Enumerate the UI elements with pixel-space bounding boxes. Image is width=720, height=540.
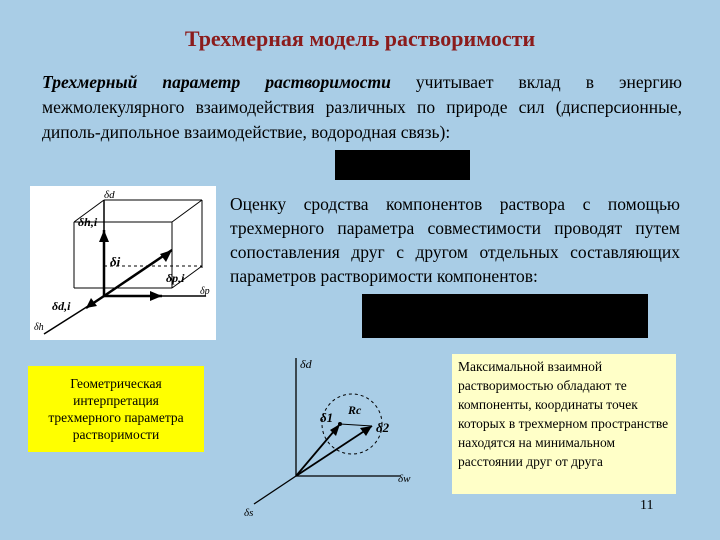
comparison-paragraph: Оценку сродства компонентов раствора с помощью трехмерного параметра совместимости проводят путем сопоставления друг с другом отдельных составляющих параметров растворимости компонентов: <box>230 194 680 286</box>
label-delta-p: δp <box>200 286 210 297</box>
label2-delta-s: δs <box>244 507 254 519</box>
caption-line-4: растворимости <box>72 427 160 442</box>
axes-diagram <box>236 350 450 520</box>
label2-delta-w: δw <box>398 473 411 485</box>
label-delta-i: δi <box>110 254 121 269</box>
cube-diagram <box>30 186 216 340</box>
label-delta-h: δh <box>34 322 44 333</box>
label-delta-d: δd <box>104 189 115 201</box>
label2-r-c: Rc <box>348 403 362 417</box>
caption-line-3: трехмерного параметра <box>48 410 184 425</box>
conclusion-caption: Максимальной взаимной растворимостью обладают те компоненты, координаты точек которых в трехмерном пространстве находятся на минимальном расстоянии друг от друга <box>452 354 676 494</box>
label-delta-h-i: δh,i <box>78 215 98 229</box>
formula-placeholder-2 <box>362 294 648 338</box>
figure-caption <box>28 366 204 452</box>
label2-delta-d: δd <box>300 357 312 371</box>
intro-paragraph <box>42 70 682 145</box>
label2-delta-1: δ1 <box>320 410 334 425</box>
label-delta-d-i: δd,i <box>52 299 71 313</box>
caption-line-2: интерпретация <box>73 393 159 408</box>
intro-emphasis: Трехмерный параметр растворимости <box>42 72 391 92</box>
caption-line-1: Геометрическая <box>70 376 162 391</box>
label-delta-p-i: δp,i <box>166 271 185 285</box>
label2-delta-2: δ2 <box>376 420 390 435</box>
distance-figure <box>236 350 450 520</box>
intro-text: учитывает вклад в энергию межмолекулярного взаимодействия различных по природе сил (дисперсионные, диполь-дипольное взаимодействие, водородная связь): <box>42 72 683 142</box>
formula-placeholder-1 <box>335 150 470 180</box>
geometric-figure <box>30 186 216 340</box>
page-number: 11 <box>640 498 654 513</box>
page-title: Трехмерная модель растворимости <box>184 26 536 51</box>
